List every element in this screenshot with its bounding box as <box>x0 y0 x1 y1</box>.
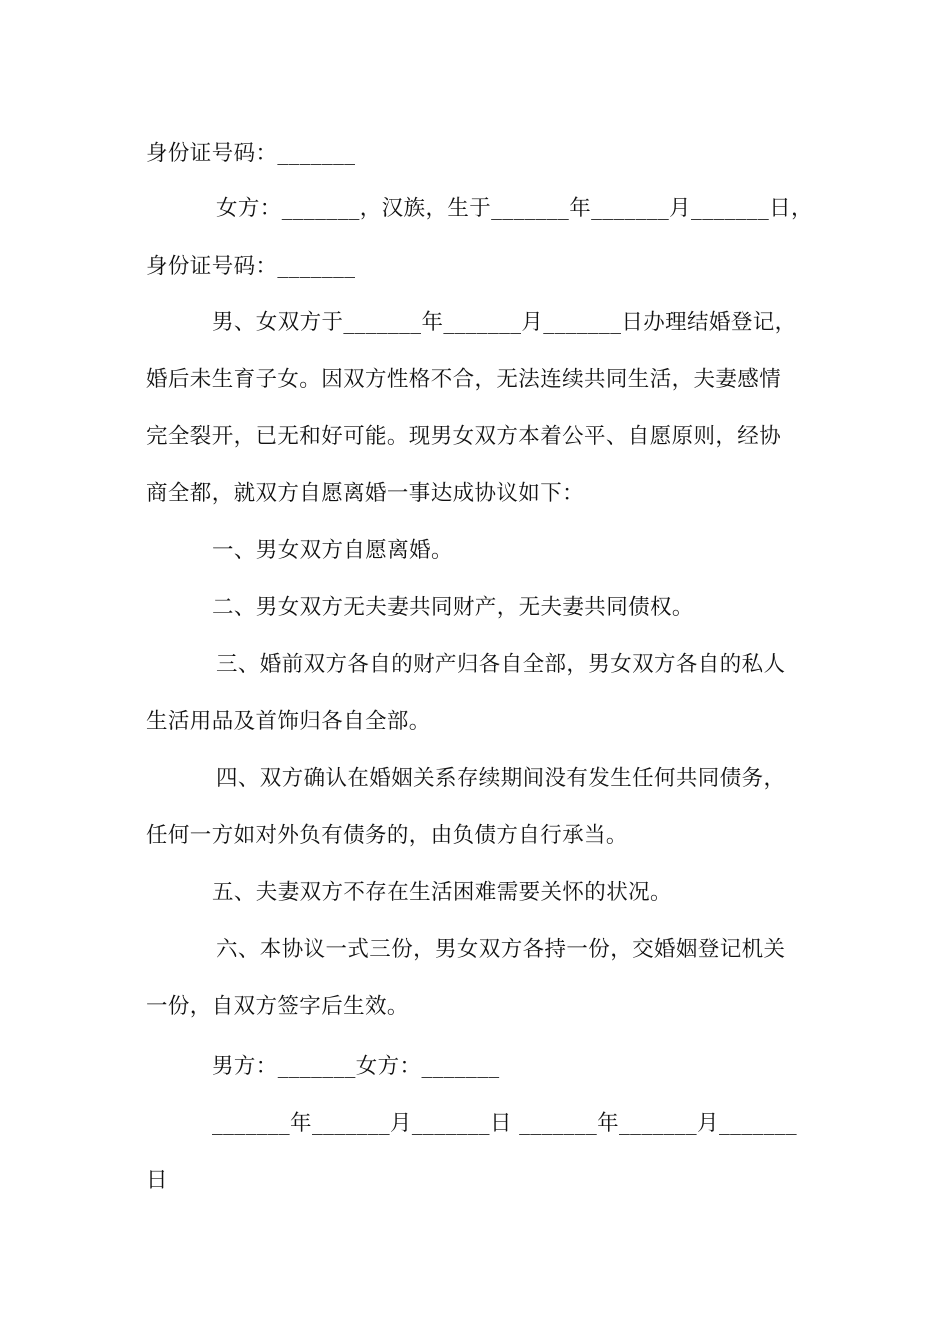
paragraph-line: 婚后未生育子女。因双方性格不合，无法连续共同生活，夫妻感情 <box>146 367 782 392</box>
clause-3: 三、婚前双方各自的财产归各自全部，男女双方各自的私人 <box>216 652 786 677</box>
female-info-line: 女方：_______，汉族，生于_______年_______月_______日， <box>216 196 813 221</box>
signature-line: 男方：_______女方：_______ <box>212 1054 500 1079</box>
clause-4: 四、双方确认在婚姻关系存续期间没有发生任何共同债务， <box>216 766 786 791</box>
paragraph-line: 完全裂开，已无和好可能。现男女双方本着公平、自愿原则，经协 <box>146 424 782 449</box>
signature-date-line: _______年_______月_______日 _______年_______月_______ <box>212 1111 798 1136</box>
female-id-number-line: 身份证号码：_______ <box>146 254 356 279</box>
signature-date-end: 日 <box>146 1168 168 1193</box>
clause-6: 六、本协议一式三份，男女双方各持一份，交婚姻登记机关 <box>216 937 786 962</box>
clause-6-continued: 一份，自双方签字后生效。 <box>146 994 409 1019</box>
male-id-number-line: 身份证号码：_______ <box>146 141 356 166</box>
marriage-date-line: 男、女双方于_______年_______月_______日办理结婚登记， <box>212 310 797 335</box>
clause-1: 一、男女双方自愿离婚。 <box>212 538 453 563</box>
clause-5: 五、夫妻双方不存在生活困难需要关怀的状况。 <box>212 880 672 905</box>
clause-2: 二、男女双方无夫妻共同财产，无夫妻共同债权。 <box>212 595 694 620</box>
paragraph-line: 商全都，就双方自愿离婚一事达成协议如下： <box>146 481 585 506</box>
clause-4-continued: 任何一方如对外负有债务的，由负债方自行承当。 <box>146 823 628 848</box>
clause-3-continued: 生活用品及首饰归各自全部。 <box>146 709 431 734</box>
